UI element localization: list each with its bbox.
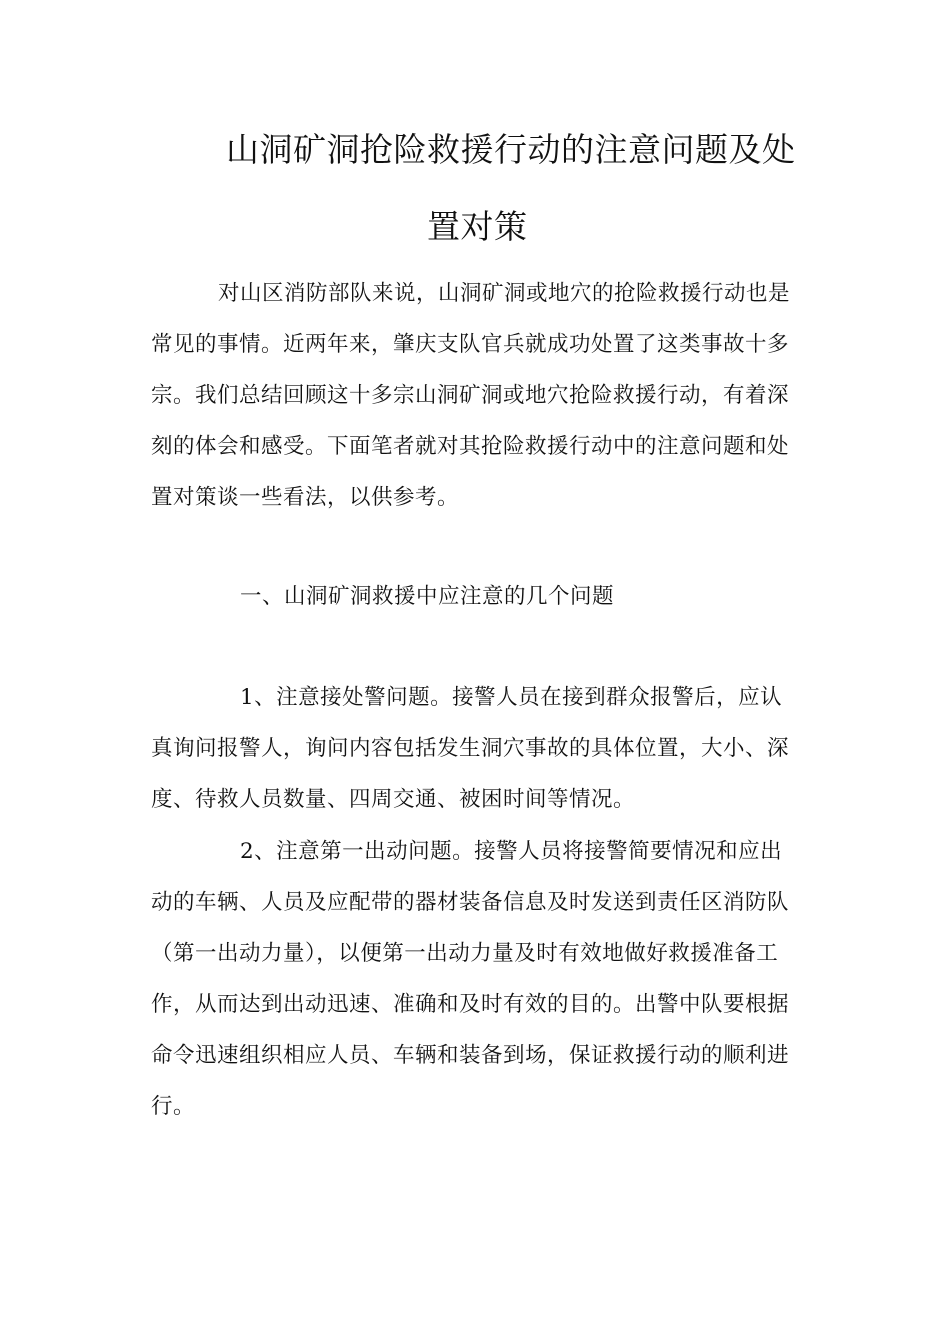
intro-line: 常见的事情。近两年来，肇庆支队官兵就成功处置了这类事故十多 xyxy=(151,332,790,357)
item2-line: 动的车辆、人员及应配带的器材装备信息及时发送到责任区消防队 xyxy=(151,890,790,915)
item2-line: 2、注意第一出动问题。接警人员将接警简要情况和应出 xyxy=(240,839,783,864)
section-heading: 一、山洞矿洞救援中应注意的几个问题 xyxy=(240,584,615,609)
item2-line: 作，从而达到出动迅速、准确和及时有效的目的。出警中队要根据 xyxy=(151,992,790,1017)
item1-line: 度、待救人员数量、四周交通、被困时间等情况。 xyxy=(151,787,636,812)
item2-line: 命令迅速组织相应人员、车辆和装备到场，保证救援行动的顺利进 xyxy=(151,1043,790,1068)
document-title-line-1: 山洞矿洞抢险救援行动的注意问题及处 xyxy=(226,130,796,169)
intro-line: 置对策谈一些看法，以供参考。 xyxy=(151,485,460,510)
item1-line: 1、注意接处警问题。接警人员在接到群众报警后，应认 xyxy=(240,685,783,710)
item2-line: 行。 xyxy=(151,1094,196,1119)
item2-line: （第一出动力量），以便第一出动力量及时有效地做好救援准备工 xyxy=(151,941,779,966)
item1-line: 真询问报警人，询问内容包括发生洞穴事故的具体位置，大小、深 xyxy=(151,736,790,761)
document-title-line-2: 置对策 xyxy=(427,207,528,246)
intro-line: 对山区消防部队来说，山洞矿洞或地穴的抢险救援行动也是 xyxy=(218,281,791,306)
intro-line: 宗。我们总结回顾这十多宗山洞矿洞或地穴抢险救援行动，有着深 xyxy=(151,383,790,408)
intro-line: 刻的体会和感受。下面笔者就对其抢险救援行动中的注意问题和处 xyxy=(151,434,790,459)
